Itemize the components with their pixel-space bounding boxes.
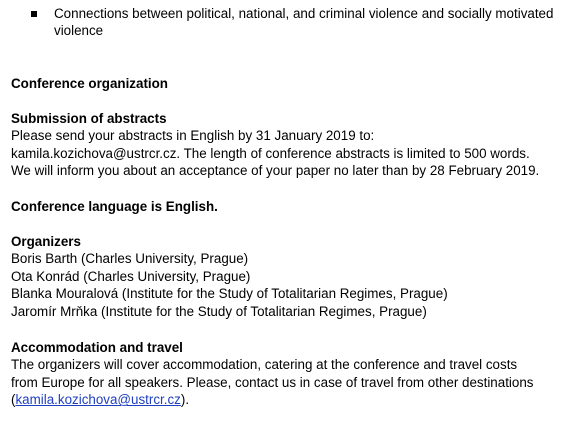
conference-organization-heading: Conference organization bbox=[11, 76, 168, 91]
paren-close: ). bbox=[180, 392, 190, 408]
abstracts-section bbox=[11, 110, 563, 180]
abstracts-heading: Submission of abstracts bbox=[11, 111, 167, 126]
abstracts-line-3: We will inform you about an acceptance of your paper no later than by 28 February 2019. bbox=[11, 163, 540, 179]
square-bullet-icon bbox=[31, 11, 37, 17]
bullet-text-line-1: Connections between political, national, and criminal violence and socially motivated bbox=[54, 6, 554, 21]
organizer-item: Ota Konrád (Charles University, Prague) bbox=[11, 268, 251, 284]
organizers-section bbox=[11, 233, 563, 320]
organizer-item: Boris Barth (Charles University, Prague) bbox=[11, 251, 249, 267]
bullet-text bbox=[54, 5, 566, 40]
organizers-heading: Organizers bbox=[11, 234, 81, 249]
organizer-item: Jaromír Mrňka (Institute for the Study of Totalitarian Regimes, Prague) bbox=[11, 303, 427, 319]
abstracts-line-2: kamila.kozichova@ustrcr.cz. The length of conference abstracts is limited to 500 words. bbox=[11, 145, 530, 161]
accommodation-line-1: The organizers will cover accommodation, catering at the conference and travel costs bbox=[11, 357, 518, 373]
language-section bbox=[11, 198, 563, 215]
email-link[interactable]: kamila.kozichova@ustrcr.cz bbox=[15, 392, 181, 408]
accommodation-section bbox=[11, 339, 563, 409]
paren-open: ( bbox=[11, 392, 16, 408]
language-statement: Conference language is English. bbox=[11, 199, 218, 214]
accommodation-heading: Accommodation and travel bbox=[11, 340, 183, 355]
organizer-item: Blanka Mouralová (Institute for the Study of Totalitarian Regimes, Prague) bbox=[11, 286, 448, 302]
accommodation-line-2: from Europe for all speakers. Please, contact us in case of travel from other destinations bbox=[11, 374, 534, 390]
conference-organization-section bbox=[11, 75, 563, 92]
accommodation-line-3 bbox=[11, 391, 563, 408]
bullet-text-line-2: violence bbox=[54, 23, 104, 39]
abstracts-line-1: Please send your abstracts in English by 31 January 2019 to: bbox=[11, 128, 375, 144]
